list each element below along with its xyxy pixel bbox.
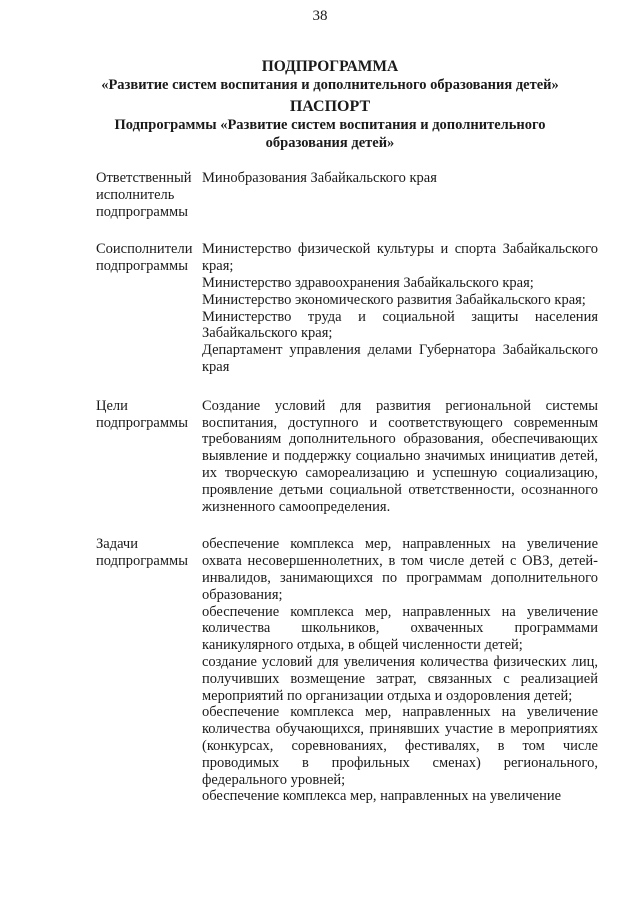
row-label: Соисполнители подпрограммы — [96, 241, 193, 275]
paragraph: обеспечение комплекса мер, направленных на увеличение охвата несовершеннолетних, в том числе детей с ОВЗ, детей-инвалидов, занимающихся по программам дополнительного образования; — [202, 536, 598, 603]
passport-subtitle-line-2: образования детей» — [265, 135, 395, 151]
row-responsible-executor — [96, 170, 598, 220]
passport-table — [96, 170, 598, 805]
passport-subtitle-line-1: Подпрограммы «Развитие систем воспитания и дополнительного — [114, 117, 546, 133]
row-value — [202, 536, 598, 805]
row-label: Ответственный исполнитель подпрограммы — [96, 170, 192, 220]
paragraph: обеспечение комплекса мер, направленных на увеличение количества обучающихся, принявших участие в мероприятиях (конкурсах, соревнованиях, фестивалях, в том числе проводимых в профильных сменах) регионального, федерального уровней; — [202, 704, 598, 788]
row-value — [202, 170, 598, 220]
row-value — [202, 241, 598, 375]
passport-heading — [60, 98, 600, 152]
subprogram-title: ПОДПРОГРАММА — [261, 58, 399, 75]
row-tasks — [96, 536, 598, 805]
subprogram-subtitle: «Развитие систем воспитания и дополнительного образования детей» — [101, 77, 559, 93]
paragraph: Министерство экономического развития Забайкальского края; — [202, 291, 586, 308]
paragraph: Создание условий для развития региональной системы воспитания, доступного и соответствующего современным требованиям дополнительного образования, обеспечивающих выявление и поддержку социально значимых инициатив детей, их творческую самореализацию и успешную социализацию, проявление детьми социальной ответственности, осознанного жизненного самоопределения. — [202, 397, 598, 515]
paragraph: Министерство физической культуры и спорта Забайкальского края; — [202, 241, 598, 275]
row-co-executors — [96, 241, 598, 375]
paragraph: Департамент управления делами Губернатора Забайкальского края — [202, 342, 598, 375]
row-value — [202, 398, 598, 516]
passport-title: ПАСПОРТ — [289, 98, 371, 115]
page-number: 38 — [312, 8, 328, 24]
subprogram-heading — [60, 58, 600, 94]
paragraph: обеспечение комплекса мер, направленных на увеличение — [202, 788, 562, 805]
paragraph: создание условий для увеличения количества физических лиц, получивших возмещение затрат, связанных с реализацией мероприятий по организации отдыха и оздоровления детей; — [202, 653, 598, 704]
row-goals — [96, 398, 598, 516]
paragraph: Минобразования Забайкальского края — [202, 170, 437, 186]
row-label: Цели подпрограммы — [96, 397, 188, 431]
paragraph: Министерство здравоохранения Забайкальского края; — [202, 274, 534, 291]
row-label: Задачи подпрограммы — [96, 536, 188, 570]
paragraph: обеспечение комплекса мер, направленных на увеличение количества школьников, охваченных программами каникулярного отдыха, в общей численности детей; — [202, 603, 598, 654]
paragraph: Министерство труда и социальной защиты населения Забайкальского края; — [202, 308, 598, 342]
